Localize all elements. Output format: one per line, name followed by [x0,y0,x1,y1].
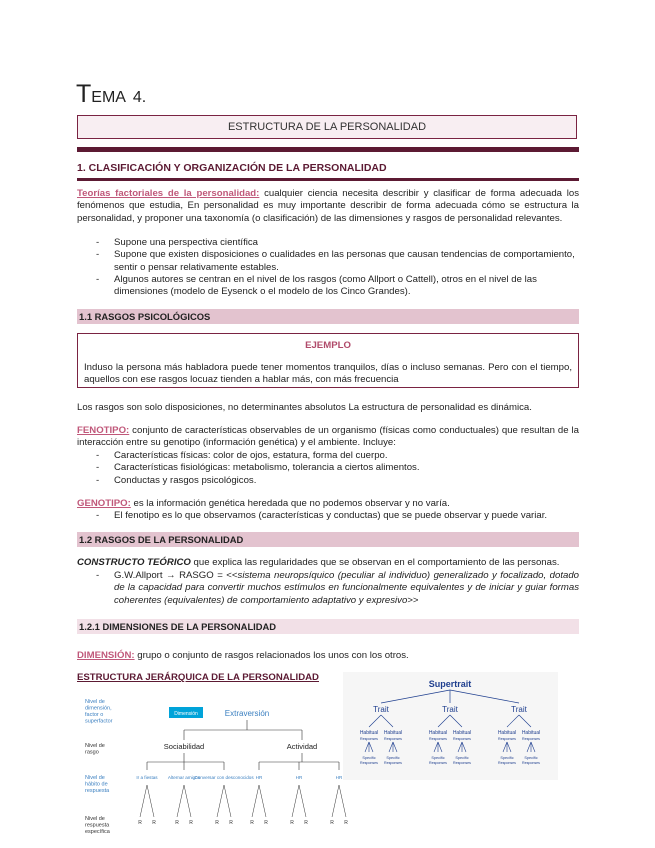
specific-node: Specific [455,756,469,760]
example-title: EJEMPLO [305,340,351,351]
supertrait-node: Supertrait [428,679,472,689]
divider-bar [77,147,579,152]
allport-prefix: G.W.Allport → RASGO = << [114,570,238,581]
level-label-habit: Nivel de hábito de respuesta [85,775,110,794]
specific-node: Specific [524,756,538,760]
response-connectors [140,785,346,817]
intro-list [96,237,579,298]
response-labels [138,820,348,826]
connector [184,785,191,817]
list-item: - Supone que existen disposiciones o cualidades en las personas que causan tendencias de comportamiento, sentir o pensar relativamente estables. [96,249,579,274]
connector [252,785,259,817]
node-sociabilidad: Sociabilidad [163,742,205,751]
list-item: - El fenotipo es lo que observamos (características y conductas) que se puede observar y puede variar. [96,510,579,522]
habitual-node: Habitual [383,730,403,736]
habitual-responses-label: Responses [522,737,540,741]
supertrait-diagram [343,672,558,780]
level-label-dimension: Nivel de dimensión, factor o superfactor [85,699,113,725]
specific-node: Specific [386,756,400,760]
habit-node: Conversar con desconocidos [194,775,254,780]
response-node: R [229,820,233,826]
example-text: Induso la persona más habladora puede tener momentos tranquilos, días o incluso semanas. Pero con el tiempo, aquellos con ese rasgos locuaz tienden a hablar más, con más frecuencia [84,362,572,386]
list-item [96,570,579,607]
dimension-term: DIMENSIÓN: [77,650,135,661]
list-item: - Características fisiológicas: metabolismo, tolerancia a ciertos alimentos. [96,462,579,474]
specific-responses-label: Responses [384,761,402,765]
constructo-text: que explica las regularidades que se observan en el comportamiento de las personas. [190,557,560,568]
specific-responses-label: Responses [522,761,540,765]
specific-responses-label: Responses [360,761,378,765]
node-actividad: Actividad [286,742,318,751]
constructo-term: CONSTRUCTO TEÓRICO [77,557,191,568]
connector [147,785,154,817]
structure-title: ESTRUCTURA JERÁRQUICA DE LA PERSONALIDAD [77,672,319,683]
connector [140,785,147,817]
specific-node: Specific [431,756,445,760]
habitual-responses-label: Responses [453,737,471,741]
heading-1: 1. CLASIFICACIÓN Y ORGANIZACIÓN DE LA PERSONALIDAD [77,160,579,181]
list-item: - Supone una perspectiva científica [96,237,579,249]
dimension-paragraph [77,650,579,662]
habitual-node: Habitual [452,730,472,736]
habit-node: HR [295,775,303,780]
level-label-trait: Nivel de rasgo [85,743,105,756]
response-node: R [290,820,294,826]
intro-paragraph [77,188,579,225]
response-node: R [264,820,268,826]
habit-node: Alternar amigos [167,775,201,780]
response-node: R [215,820,219,826]
specific-responses-label: Responses [429,761,447,765]
rasgos-paragraph: Los rasgos son solo disposiciones, no determinantes absolutos La estructura de personalidad es dinámica. [77,402,532,413]
heading-dimensiones: 1.2.1 DIMENSIONES DE LA PERSONALIDAD [77,619,579,634]
node-extraversion: Extraversión [224,709,270,718]
allport-list [96,570,579,607]
fenotipo-paragraph [77,425,579,450]
connector [217,785,224,817]
intro-text: cualquier ciencia necesita describir y clasificar de forma adecuada los fenómenos que estudia, En personalidad es muy importante describir de forma adecuada cómo se estructura la personalidad, y proponer una taxonomía (o clasificación) de las dimensiones y rasgos de personalidad relevantes. [77,188,579,224]
dimension-text: grupo o conjunto de rasgos relacionados los unos con los otros. [134,650,409,661]
habit-node: Ir a fiestas [136,775,158,780]
connector [259,785,266,817]
chapter-title [76,80,146,109]
habitual-responses-label: Responses [360,737,378,741]
habitual-node: Habitual [428,730,448,736]
response-node: R [175,820,179,826]
response-node: R [250,820,254,826]
specific-responses-label: Responses [498,761,516,765]
genotipo-list [96,510,579,522]
specific-node: Specific [500,756,514,760]
connector [299,785,306,817]
section-title-box: ESTRUCTURA DE LA PERSONALIDAD [77,115,577,139]
response-node: R [344,820,348,826]
chapter-initial: T [76,80,92,108]
specific-responses-label: Responses [453,761,471,765]
response-node: R [138,820,142,826]
connector [339,785,346,817]
trait-node: Trait [511,705,527,714]
trait-node: Trait [442,705,458,714]
chapter-number: 4. [132,89,147,106]
connector [292,785,299,817]
dimension-badge-label: Dimensión [174,711,198,717]
response-node: R [189,820,193,826]
response-node: R [304,820,308,826]
habitual-node: Habitual [497,730,517,736]
fenotipo-list [96,450,579,487]
fenotipo-text: conjunto de características observables de un organismo (físicas como conductuales) que resultan de la interacción entre su genotipo (información genética) y el ambiente. Incluye: [77,425,579,449]
allport-definition: sistema neuropsíquico (peculiar al individuo) generalizado y focalizado, dotado de la capacidad para convertir muchos estímulos en funcionalmente equivalentes y de iniciar y guiar formas coherentes (equivalentes) de comportamiento adaptativo y expresivo [114,570,579,606]
connector [224,785,231,817]
genotipo-term: GENOTIPO: [77,498,131,509]
habit-node: HR [255,775,263,780]
genotipo-paragraph [77,498,579,510]
connector [332,785,339,817]
list-item: - Características físicas: color de ojos, estatura, forma del cuerpo. [96,450,579,462]
habitual-responses-label: Responses [384,737,402,741]
heading-rasgos-personalidad: 1.2 RASGOS DE LA PERSONALIDAD [77,532,579,547]
habitual-responses-label: Responses [498,737,516,741]
habit-node: HR [335,775,343,780]
trait-node: Trait [373,705,389,714]
habitual-responses-label: Responses [429,737,447,741]
habitual-node: Habitual [521,730,541,736]
heading-rasgos-psicologicos: 1.1 RASGOS PSICOLÓGICOS [77,309,579,324]
hierarchy-diagram [77,690,357,845]
response-node: R [330,820,334,826]
constructo-paragraph [77,557,579,569]
habitual-node: Habitual [359,730,379,736]
response-node: R [152,820,156,826]
connector [177,785,184,817]
fenotipo-term: FENOTIPO: [77,425,130,436]
chapter-word: EMA [91,89,126,106]
example-box [77,333,579,388]
specific-node: Specific [362,756,376,760]
list-item: - Algunos autores se centran en el nivel de los rasgos (como Allport o Cattell), otros en el nivel de las dimensiones (modelo de Eysenck o el modelo de los Cinco Grandes). [96,274,579,299]
intro-term: Teorías factoriales de la personalidad: [77,188,260,199]
genotipo-text: es la información genética heredada que no podemos observar y no varía. [130,498,450,509]
list-item: - Conductas y rasgos psicológicos. [96,475,579,487]
allport-suffix: >> [407,594,419,606]
level-label-response: Nivel de respuesta específica [85,816,110,835]
